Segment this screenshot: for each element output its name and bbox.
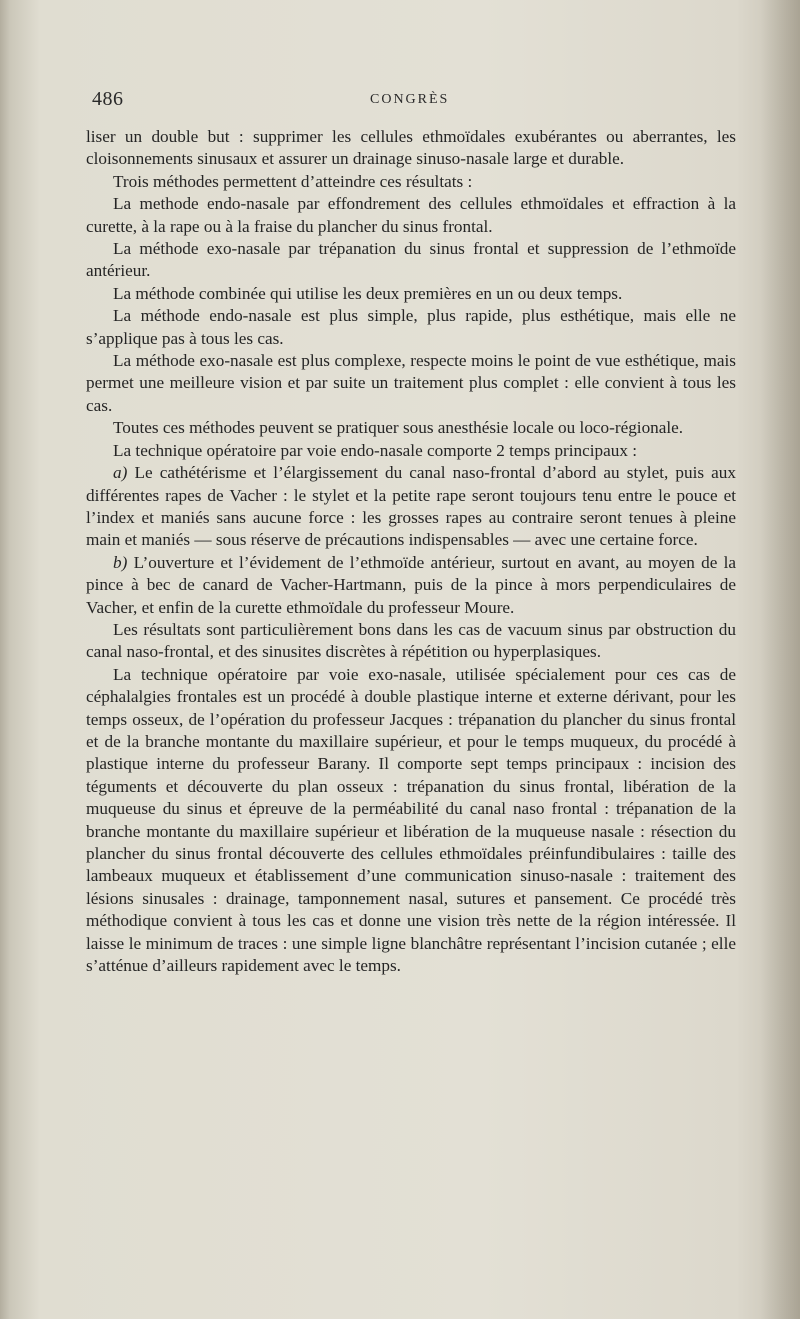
page-header	[92, 88, 732, 116]
paragraph-endonasal-technique: La technique opératoire par voie endo-nasale comporte 2 temps principaux :	[113, 440, 638, 460]
paragraph-intro-continuation: liser un double but : supprimer les cellules ethmoïdales exubérantes ou aberrantes, les cloisonnements sinusaux et assurer un drainage sinuso-nasale large et durable.	[86, 127, 736, 169]
step-a-text: Le cathétérisme et l’élargissement du canal naso-frontal d’abord au stylet, puis aux différentes rapes de Vacher : le stylet et la petite rape seront toujours tenu entre le pouce et l’index et maniés sans aucune force : les grosses rapes au contraire seront tenues à pleine main et maniés — sous réserve de précautions indispensables — avec une certaine force.	[86, 463, 736, 550]
paragraph-endonasal-comparison: La méthode endo-nasale est plus simple, plus rapide, plus esthétique, mais elle ne s’applique pas à tous les cas.	[86, 306, 736, 348]
paragraph-exonasal-comparison: La méthode exo-nasale est plus complexe, respecte moins le point de vue esthétique, mais permet une meilleure vision et par suite un traitement plus complet : elle convient à tous les cas.	[86, 351, 736, 415]
paragraph-step-b	[86, 552, 736, 619]
running-head: CONGRÈS	[370, 92, 450, 107]
paragraph-results: Les résultats sont particulièrement bons dans les cas de vacuum sinus par obstruction du canal naso-frontal, et des sinusites discrètes à répétition ou hyperplasiques.	[86, 619, 736, 662]
paragraph-step-a	[86, 462, 736, 552]
item-letter-b: b)	[113, 552, 128, 572]
step-b-text: L’ouverture et l’évidement de l’ethmoïde antérieur, surtout en avant, au moyen de la pince à bec de canard de Vacher-Hartmann, puis de la pince à mors perpendiculaires de Vacher, et enfin de la curette ethmoïdale du professeur Moure.	[86, 552, 736, 617]
paragraph-exonasal-method: La méthode exo-nasale par trépanation du sinus frontal et suppression de l’ethmoïde antérieur.	[86, 239, 736, 281]
paragraph-three-methods: Trois méthodes permettent d’atteindre ces résultats :	[113, 171, 473, 191]
paragraph-anesthesia: Toutes ces méthodes peuvent se pratiquer sous anesthésie locale ou loco-régionale.	[113, 418, 684, 438]
page-gutter-shadow	[760, 0, 800, 1319]
paragraph-combined-method: La méthode combinée qui utilise les deux premières en un ou deux temps.	[113, 283, 623, 303]
body-text	[86, 126, 736, 977]
item-letter-a: a)	[113, 463, 128, 483]
page-number: 486	[92, 88, 124, 110]
paragraph-endonasal-method: La methode endo-nasale par effondrement des cellules ethmoïdales et effraction à la curette, à la rape ou à la fraise du plancher du sinus frontal.	[86, 194, 736, 236]
paragraph-exonasal-technique: La technique opératoire par voie exo-nasale, utilisée spécialement pour ces cas de céphalalgies frontales est un procédé à double plastique interne et externe dérivant, pour les temps osseux, de l’opération du professeur Jacques : trépanation du plancher du sinus frontal et de la branche montante du maxillaire supérieur, et pour le temps muqueux, du procédé à plastique interne du professeur Barany. Il comporte sept temps principaux : incision des téguments et découverte du plan osseux : trépanation du sinus frontal, libération de la muqueuse du sinus et épreuve de la perméabilité du canal naso frontal : trépanation de la branche montante du maxillaire supérieur et libération de la muqueuse nasale : résection du plancher du sinus frontal découverte des cellules ethmoïdales préinfundibulaires : taille des lambeaux muqueux et établissement d’une communication sinuso-nasale : traitement des lésions sinusales : drainage, tamponnement nasal, sutures et pansement. Ce procédé très méthodique convient à tous les cas et donne une vision très nette de la région intéressée. Il laisse le minimum de traces : une simple ligne blanchâtre représentant l’incision cutanée ; elle s’atténue d’ailleurs rapidement avec le temps.	[86, 664, 736, 976]
